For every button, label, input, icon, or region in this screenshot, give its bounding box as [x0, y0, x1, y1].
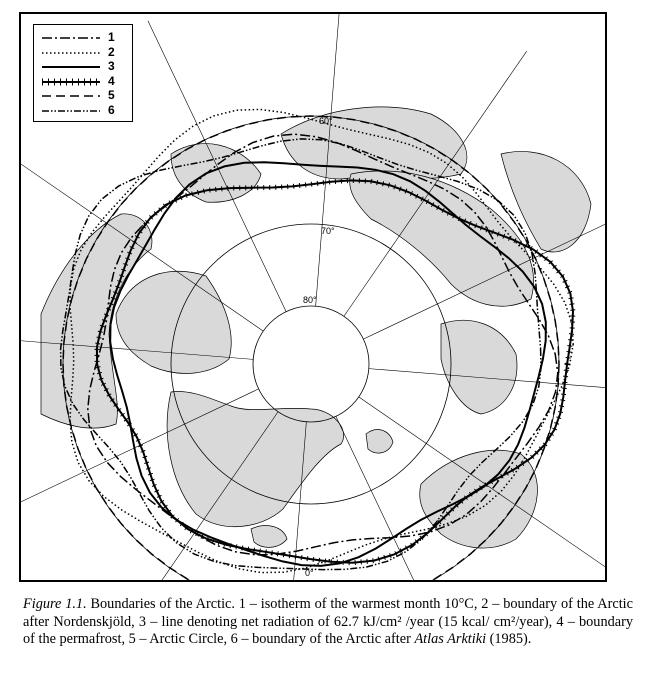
arctic-map [19, 12, 607, 582]
legend-swatch-6 [40, 104, 102, 118]
legend-number-1: 1 [108, 30, 115, 44]
legend-row-4 [40, 75, 130, 89]
legend-row-3 [40, 60, 130, 74]
legend-swatch-2 [40, 46, 102, 60]
figure-caption [23, 596, 633, 649]
land-siberia-north [350, 171, 534, 306]
land-canadian-archipelago [116, 271, 231, 373]
meridian-line [148, 21, 286, 312]
legend-number-6: 6 [108, 102, 115, 117]
caption-text-1: Boundaries of the Arctic. 1 – isotherm of the warmest month 10°C, 2 – boundary of the Arctic after Nordenskjöld, 3 – line denoting net radiation of 62.7 kJ/cm² /year (15 kcal/ cm²/year), 4 – boundary of the permafrost, 5 – Arctic Circle, 6 – boundary of the Arctic after [23, 596, 633, 647]
latitude-label-80: 80° [303, 295, 317, 305]
latitude-label-70: 70° [321, 226, 335, 236]
land-svalbard [366, 430, 393, 453]
legend-swatch-4 [40, 75, 102, 89]
land-siberia-east [281, 107, 467, 179]
meridian-label: 0° [305, 568, 314, 578]
legend-swatch-3 [40, 60, 102, 74]
legend-row-2 [40, 46, 130, 60]
legend-number-5: 5 [108, 88, 115, 102]
land-alaska-chukotka [171, 144, 261, 203]
caption-source: Atlas Arktiki [414, 631, 487, 647]
legend-row-1 [40, 31, 130, 45]
legend-swatch-5 [40, 89, 102, 103]
figure-ref: Figure 1.1. [23, 596, 87, 612]
legend-number-4: 4 [108, 73, 115, 88]
land-greenland [167, 391, 343, 526]
legend [33, 24, 133, 122]
caption-text-2: (1985). [486, 631, 532, 647]
legend-number-3: 3 [108, 59, 115, 73]
land-masses [41, 107, 591, 548]
latitude-circle-80 [253, 306, 369, 422]
land-iceland [251, 526, 287, 548]
land-taimyr-yamal [441, 320, 517, 414]
latitude-label-60: 60° [319, 116, 333, 126]
legend-row-6 [40, 104, 130, 118]
legend-row-5 [40, 89, 130, 103]
legend-number-2: 2 [108, 44, 115, 59]
legend-swatch-1 [40, 31, 102, 45]
